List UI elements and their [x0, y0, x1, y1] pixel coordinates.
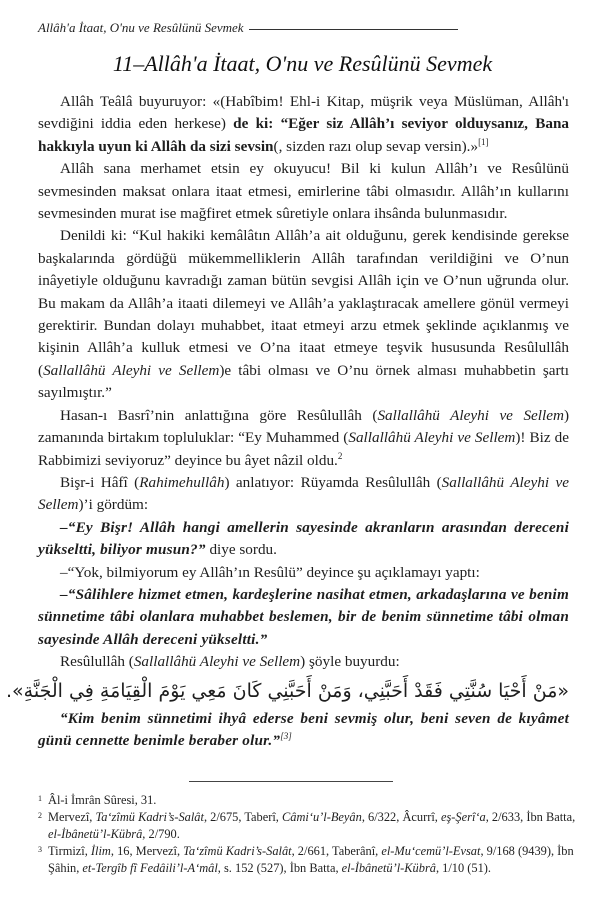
- paragraph-answer: –“Yok, bilmiyorum ey Allâh’ın Resûlü” deyince şu açıklamayı yaptı:: [60, 563, 480, 581]
- chapter-title: 11–Allâh'a İtaat, O'nu ve Resûlünü Sevmek: [112, 51, 493, 76]
- body-text: [5, 91, 569, 752]
- paragraph-quran-verse: Allâh Teâlâ buyuruyor: «(Habîbim! Ehl-i Kitap, müşrik veya Müslüman, Allâh'ı sevdiğini iddia eden herkese) de ki: “Eğer siz Allâh’ı seviyor olduysanız, Bana hakkıyla uyun ki Allâh da sizi sevsin(, sizden razı olup sevap versin).»[1]: [38, 93, 569, 155]
- paragraph-rasulullah-said: Resûlullâh (Sallallâhü Aleyhi ve Sellem) şöyle buyurdu:: [60, 653, 400, 671]
- footnote-2: 2 Mervezî, Ta‘zîmü Kadri’s-Salât, 2/675, Taberî, Câmi‘u’l-Beyân, 6/322, Âcurrî, eş-Şerî‘a, 2/633, İbn Batta, el-İbânetü’l-Kübrâ, 2/790.: [38, 810, 576, 841]
- paragraph-bisr-hafi: Bişr-i Hâfî (Rahimehullâh) anlatıyor: Rüyamda Resûlullâh (Sallallâhü Aleyhi ve Sellem)’i gördüm:: [38, 473, 569, 514]
- paragraph-denildi: Denildi ki: “Kul hakiki kemâlâtın Allâh’a ait olduğunu, gerek kendisinde gerekse başkalarında gördüğü mükemmelliklerin Allâh tarafından verildiğini ve O’nun inâyetiyle olduğunu kavradığı zaman bütün sevgisi Allâh için ve O’nun uğrunda olur. Bu makam da Allâh’a itaati dilemeyi ve Allâh’a yaklaştıracak amellere gönül vermeyi gerektirir. Bundan dolayı muhabbet, itaat etmeyi arzu etmek şeklinde açıklanmış ve kişinin Allâh’a kulluk etmesi ve O’na itaat etmeye teşvik hususunda Resûlullâh (Sallallâhü Aleyhi ve Sellem)e tâbi olması ve O’nu örnek alması muhabbetin şartı sayılmıştır.”: [38, 227, 569, 402]
- footnote-ref-3[interactable]: [3]: [280, 730, 292, 741]
- running-head-rule: [249, 29, 458, 30]
- running-head: [38, 20, 458, 36]
- paragraph-hadith-translation: “Kim benim sünnetimi ihyâ ederse beni sevmiş olur, beni seven de kıyâmet günü cennette benimle beraber olur.”[3]: [38, 709, 569, 749]
- verse-bold-text: de ki: “Eğer siz Allâh’ı seviyor olduysanız, Bana hakkıyla uyun ki Allâh da sizi sevsin: [38, 115, 569, 155]
- running-head-text: Allâh'a İtaat, O'nu ve Resûlünü Sevmek: [38, 20, 244, 35]
- paragraph-question: –“Ey Bişr! Allâh hangi amellerin sayesinde akranların arasından dereceni yükseltti, biliyor musun?” diye sordu.: [38, 518, 569, 559]
- paragraph-explanation: Allâh sana merhamet etsin ey okuyucu! Bil ki kulun Allâh’ı ve Resûlünü sevmesinden maksat onlara itaat etmesi, emirlerine tâbi olmasıdır. Allâh’ın kullarını sevmesinden murat ise mağfiret etmek sûretiyle onlara ihsânda bulunmasıdır.: [38, 160, 569, 223]
- paragraph-explanation-quote: –“Sâlihlere hizmet etmen, kardeşlerine nasihat etmen, arkadaşlarına ve benim sünnetime tâbi olanlara muhabbet beslemen, bir de benim sünnetime tâbi olman sayesinde Allâh dereceni yükseltti.”: [38, 585, 569, 648]
- footnotes: [38, 792, 578, 877]
- footnote-ref-2[interactable]: 2: [337, 450, 343, 461]
- footnote-1: 1 Âl-i İmrân Sûresi, 31.: [38, 793, 157, 807]
- arabic-hadith: «مَنْ أَحْيَا سُنَّتِي فَقَدْ أَحَبَّنِي، وَمَنْ أَحَبَّنِي كَانَ مَعِي يَوْمَ الْقِيَامَةِ فِي الْجَنَّةِ».: [5, 679, 569, 702]
- footnote-3: 3 Tirmizî, İlim, 16, Mervezî, Ta‘zîmü Kadri’s-Salât, 2/661, Taberânî, el-Mu‘cemü’l-Evsat, 9/168 (9439), İbn Şâhin, et-Tergîb fî Fedâili’l-A‘mâl, s. 152 (527), İbn Batta, el-İbânetü’l-Kübrâ, 1/10 (51).: [38, 844, 574, 875]
- footnote-separator: [189, 781, 393, 782]
- paragraph-hasan-basri: Hasan-ı Basrî’nin anlattığına göre Resûlullâh (Sallallâhü Aleyhi ve Sellem) zamanında birtakım topluluklar: “Ey Muhammed (Sallallâhü Aleyhi ve Sellem)! Biz de Rabbimizi seviyoruz” deyince bu âyet nâzil oldu.$^2$: [38, 406, 569, 469]
- footnote-ref-1[interactable]: [1]: [478, 136, 489, 147]
